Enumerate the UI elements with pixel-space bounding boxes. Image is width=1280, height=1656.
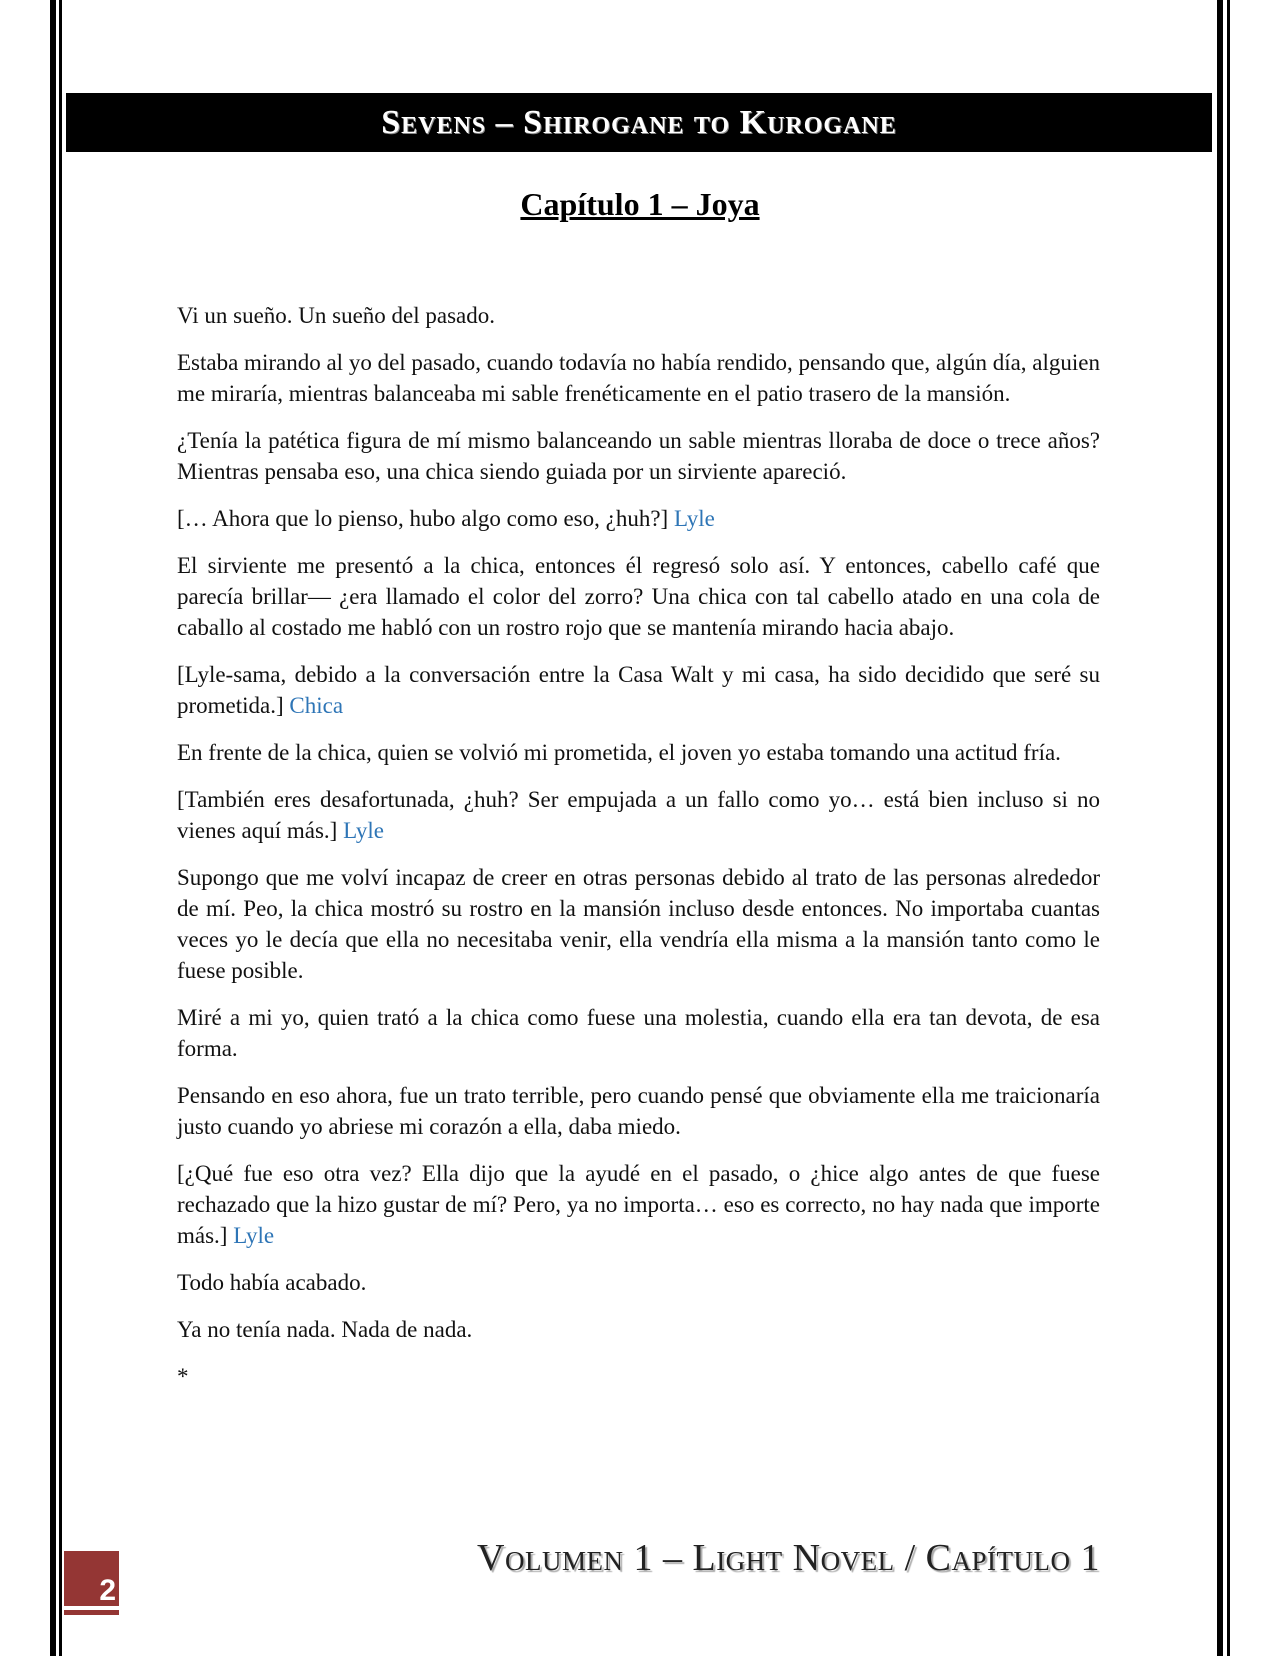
dialogue-paragraph xyxy=(177,503,1100,534)
paragraph xyxy=(177,737,1100,768)
page-number: 2 xyxy=(99,1574,116,1607)
speaker-name: Lyle xyxy=(233,1223,275,1248)
footer-title: Volumen 1 – Light Novel / Capítulo 1 xyxy=(477,1537,1100,1579)
paragraph-text: Miré a mi yo, quien trató a la chica como fuese una molestia, cuando ella era tan devota, de esa forma. xyxy=(177,1005,1100,1061)
dialogue-paragraph xyxy=(177,1158,1100,1251)
dialogue-text: [También eres desafortunada, ¿huh? Ser empujada a un fallo como yo… está bien incluso si no vienes aquí más.] xyxy=(177,787,1100,843)
paragraph xyxy=(177,550,1100,643)
scene-break xyxy=(177,1361,1100,1392)
chapter-title: Capítulo 1 – Joya xyxy=(520,186,760,222)
paragraph-text: ¿Tenía la patética figura de mí mismo balanceando un sable mientras lloraba de doce o trece años? Mientras pensaba eso, una chica siendo guiada por un sirviente apareció. xyxy=(177,428,1100,484)
paragraph xyxy=(177,1002,1100,1064)
page-border-right-thin xyxy=(1227,0,1230,1656)
dialogue-text: [¿Qué fue eso otra vez? Ella dijo que la ayudé en el pasado, o ¿hice algo antes de que fuese rechazado que la hizo gustar de mí? Pero, ya no importa… eso es correcto, no hay nada que importe más.] xyxy=(177,1161,1100,1248)
speaker-name: Chica xyxy=(289,693,344,718)
paragraph xyxy=(177,862,1100,986)
paragraph-text: Todo había acabado. xyxy=(177,1270,367,1295)
chapter-body xyxy=(177,300,1100,1408)
dialogue-paragraph xyxy=(177,659,1100,721)
paragraph xyxy=(177,300,1100,331)
paragraph xyxy=(177,1267,1100,1298)
speaker-name: Lyle xyxy=(343,818,384,843)
page-border-left-thin xyxy=(59,0,62,1656)
paragraph-text: Estaba mirando al yo del pasado, cuando todavía no había rendido, pensando que, algún día, alguien me miraría, mientras balanceaba mi sable frenéticamente en el patio trasero de la mansión. xyxy=(177,350,1100,406)
page-number-underline xyxy=(64,1610,119,1615)
page-border-right-thick xyxy=(1217,0,1223,1656)
paragraph xyxy=(177,1080,1100,1142)
paragraph-text: Pensando en eso ahora, fue un trato terrible, pero cuando pensé que obviamente ella me traicionaría justo cuando yo abriese mi corazón a ella, daba miedo. xyxy=(177,1083,1100,1139)
page-border-left-thick xyxy=(50,0,56,1656)
dialogue-paragraph xyxy=(177,784,1100,846)
page-number-box xyxy=(64,1551,119,1606)
paragraph xyxy=(177,425,1100,487)
paragraph-text: Vi un sueño. Un sueño del pasado. xyxy=(177,303,496,328)
series-title: Sevens – Shirogane to Kurogane xyxy=(381,103,897,141)
dialogue-text: [Lyle-sama, debido a la conversación entre la Casa Walt y mi casa, ha sido decidido que seré su prometida.] xyxy=(177,662,1100,718)
paragraph-text: Supongo que me volví incapaz de creer en otras personas debido al trato de las personas alrededor de mí. Peo, la chica mostró su rostro en la mansión incluso desde entonces. No importaba cuantas veces yo le decía que ella no necesitaba venir, ella vendría ella misma a la mansión tanto como le fuese posible. xyxy=(177,865,1100,983)
dialogue-text: [… Ahora que lo pienso, hubo algo como eso, ¿huh?] xyxy=(177,506,674,531)
speaker-name: Lyle xyxy=(673,506,715,531)
paragraph-text: El sirviente me presentó a la chica, entonces él regresó solo así. Y entonces, cabello café que parecía brillar— ¿era llamado el color del zorro? Una chica con tal cabello atado en una cola de caballo al costado me habló con un rostro rojo que se mantenía mirando hacia abajo. xyxy=(177,553,1100,640)
paragraph-text: Ya no tenía nada. Nada de nada. xyxy=(177,1317,473,1342)
scene-break-marker: * xyxy=(177,1364,189,1389)
paragraph xyxy=(177,347,1100,409)
header-bar xyxy=(66,93,1212,152)
paragraph-text: En frente de la chica, quien se volvió mi prometida, el joven yo estaba tomando una actitud fría. xyxy=(177,740,1061,765)
paragraph xyxy=(177,1314,1100,1345)
